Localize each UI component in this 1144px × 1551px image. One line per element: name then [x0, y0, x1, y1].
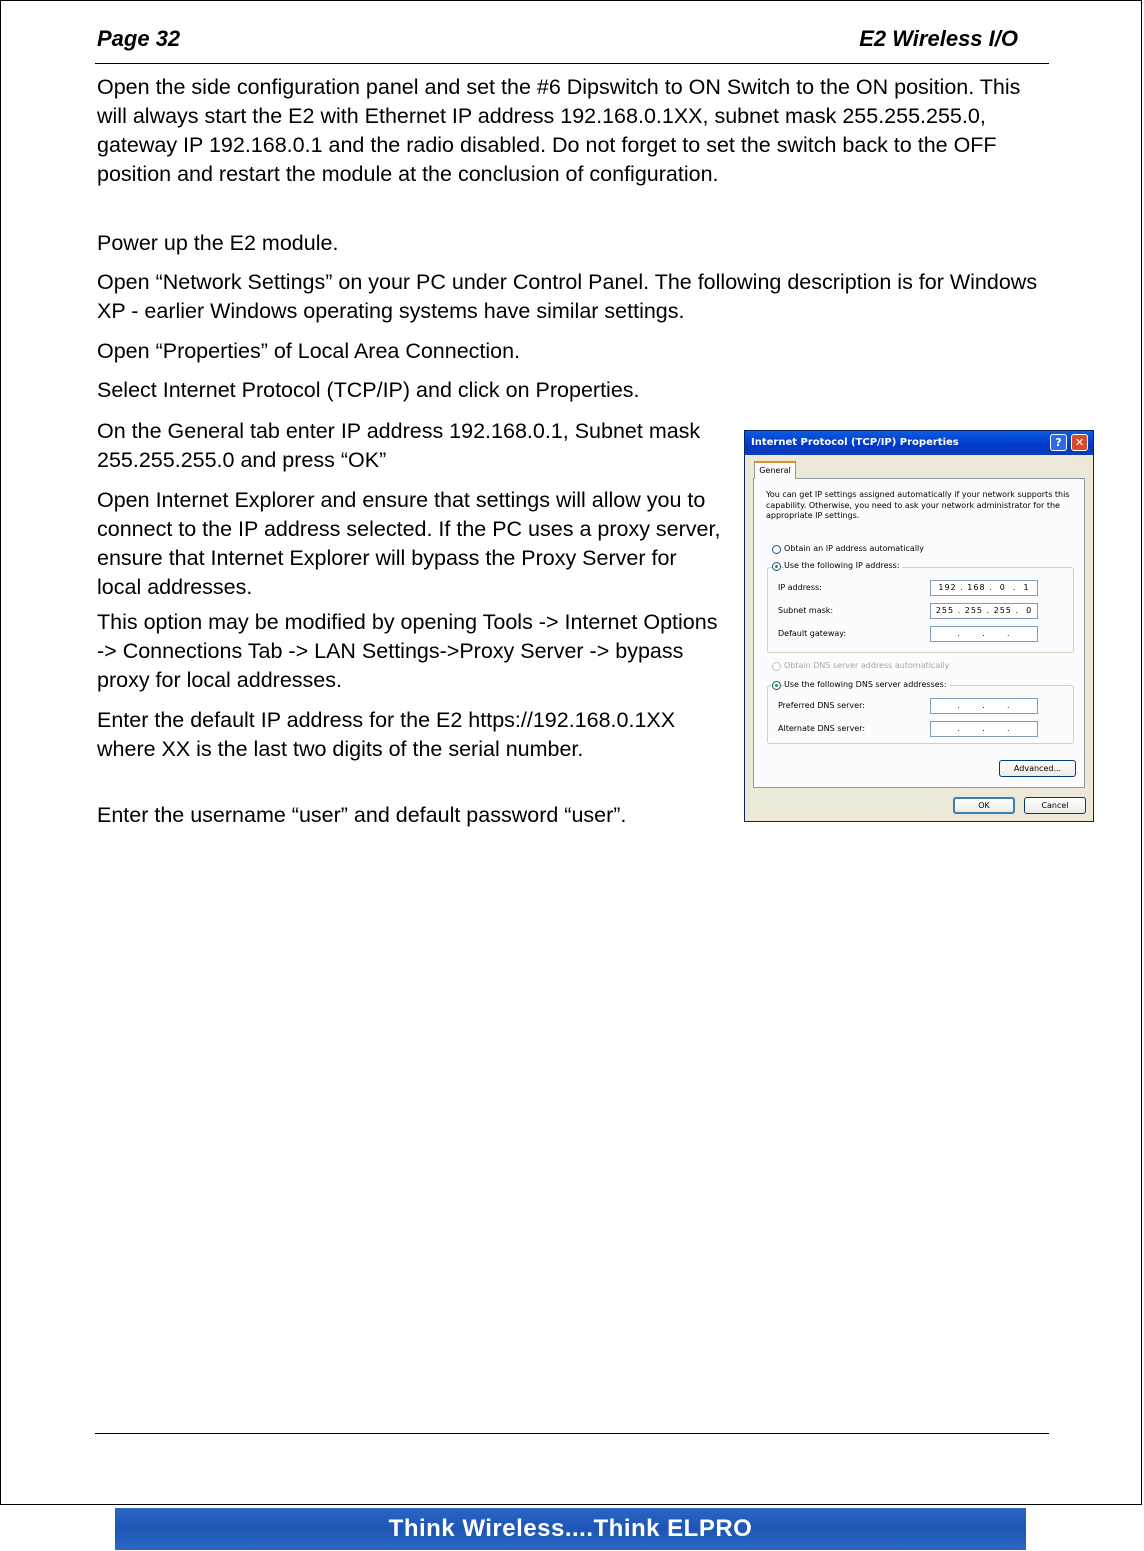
intro-text: You can get IP settings assigned automatically if your network supports this capability. Otherwise, you need to ask your network administrator for the appropriate IP settings. [766, 490, 1070, 520]
ip-address-input[interactable]: 192 . 168 . 0 . 1 [930, 580, 1038, 596]
obtain-dns-auto-radio[interactable] [772, 662, 781, 671]
document-title: E2 Wireless I/O [859, 26, 1018, 51]
obtain-dns-auto-label[interactable]: Obtain DNS server address automatically [784, 661, 950, 670]
paragraph-general-tab: On the General tab enter IP address 192.168.0.1, Subnet mask 255.255.255.0 and press “OK” [97, 419, 701, 472]
ok-button[interactable]: OK [953, 797, 1015, 814]
tab-general[interactable]: General [754, 461, 796, 479]
subnet-mask-label: Subnet mask: [778, 606, 834, 615]
close-icon[interactable]: ✕ [1071, 434, 1088, 451]
dialog-titlebar [745, 431, 1093, 455]
preferred-dns-label: Preferred DNS server: [778, 701, 865, 710]
obtain-ip-auto-label[interactable]: Obtain an IP address automatically [784, 544, 925, 553]
tcpip-properties-dialog [744, 430, 1094, 822]
ip-address-label: IP address: [778, 583, 822, 592]
help-icon[interactable]: ? [1050, 434, 1067, 451]
subnet-mask-input[interactable]: 255 . 255 . 255 . 0 [930, 603, 1038, 619]
paragraph-username: Enter the username “user” and default password “user”. [97, 803, 627, 827]
paragraph-internet-explorer: Open Internet Explorer and ensure that settings will allow you to connect to the IP address selected. If the PC uses a proxy server, ensure that Internet Explorer will bypass the Proxy Server for local addresses. [97, 488, 721, 599]
use-following-dns-label[interactable]: Use the following DNS server addresses: [784, 680, 947, 689]
general-tab-panel [753, 478, 1085, 788]
preferred-dns-input[interactable]: . . . [930, 698, 1038, 714]
paragraph-select-tcpip: Select Internet Protocol (TCP/IP) and click on Properties. [97, 378, 640, 402]
obtain-ip-auto-radio[interactable] [772, 545, 781, 554]
alternate-dns-label: Alternate DNS server: [778, 724, 866, 733]
paragraph-network-settings: Open “Network Settings” on your PC under Control Panel. The following description is for Windows XP - earlier Windows operating systems have similar settings. [97, 270, 1038, 323]
alternate-dns-input[interactable]: . . . [930, 721, 1038, 737]
page-number: Page 32 [97, 26, 181, 51]
cancel-button[interactable]: Cancel [1024, 797, 1086, 814]
paragraph-dipswitch: Open the side configuration panel and set the #6 Dipswitch to ON Switch to the ON position. This will always start the E2 with Ethernet IP address 192.168.0.1XX, subnet mask 255.255.255.0, gateway IP 192.168.0.1 and the radio disabled. Do not forget to set the switch back to the OFF position and restart the module at the conclusion of configuration. [97, 75, 1021, 186]
default-gateway-label: Default gateway: [778, 629, 847, 638]
footer-divider [95, 1433, 1049, 1434]
paragraph-power-up: Power up the E2 module. [97, 231, 339, 255]
header-divider [95, 63, 1049, 64]
default-gateway-input[interactable]: . . . [930, 626, 1038, 642]
advanced-button[interactable]: Advanced... [999, 760, 1076, 777]
dialog-title: Internet Protocol (TCP/IP) Properties [751, 437, 959, 448]
paragraph-default-ip: Enter the default IP address for the E2 https://192.168.0.1XX where XX is the last two digits of the serial number. [97, 708, 676, 761]
paragraph-properties: Open “Properties” of Local Area Connection. [97, 339, 521, 363]
use-following-dns-radio[interactable] [772, 681, 781, 690]
paragraph-tools-options: This option may be modified by opening Tools -> Internet Options -> Connections Tab -> LAN Settings->Proxy Server -> bypass proxy for local addresses. [97, 610, 718, 692]
use-following-ip-label[interactable]: Use the following IP address: [784, 561, 900, 570]
footer-banner: Think Wireless....Think ELPRO [115, 1508, 1026, 1550]
use-following-ip-radio[interactable] [772, 562, 781, 571]
